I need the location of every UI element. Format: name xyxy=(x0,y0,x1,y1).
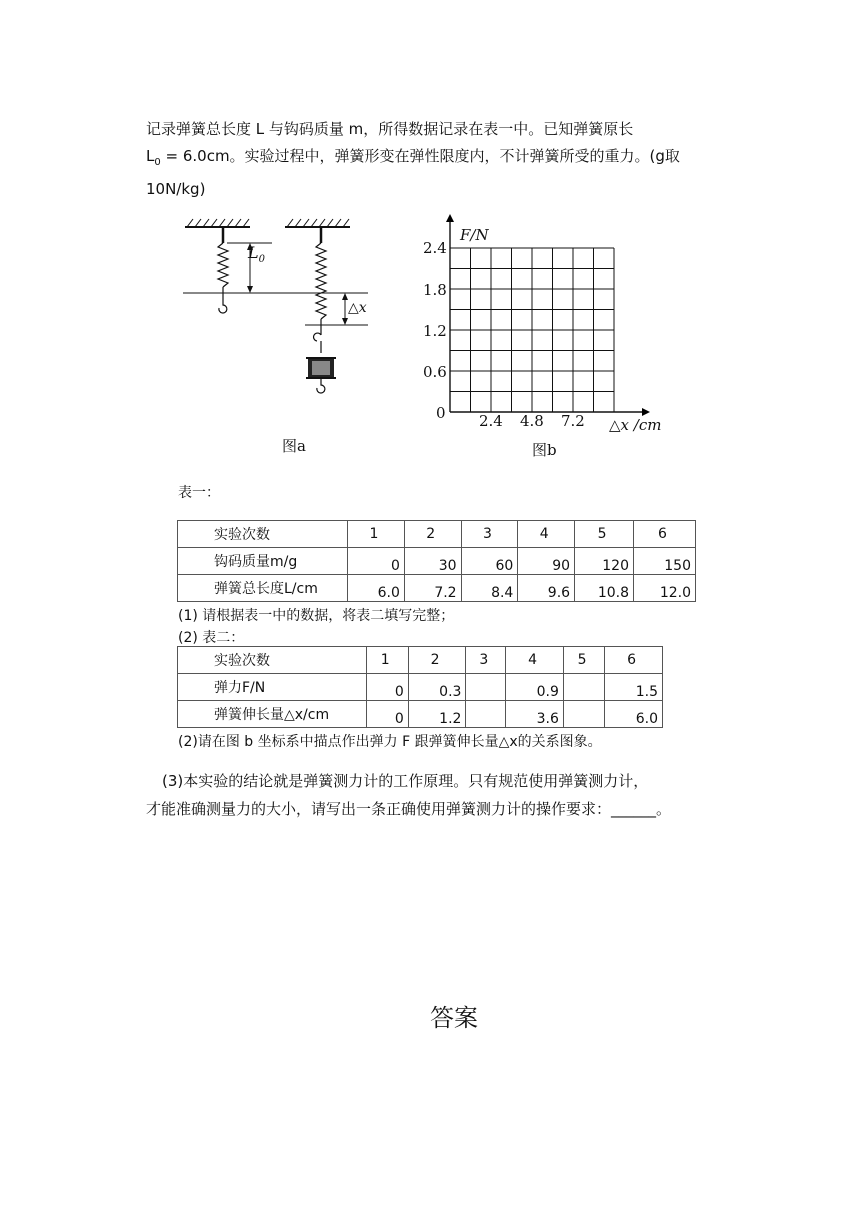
table1-title: 表一： xyxy=(178,485,220,501)
symbol-L: L xyxy=(146,147,155,165)
answer-heading: 答案 xyxy=(430,1004,478,1032)
table-cell: 0 xyxy=(366,674,408,701)
y-tick-1-8: 1.8 xyxy=(423,281,447,299)
question-1: (1) 请根据表一中的数据，将表二填写完整； xyxy=(178,608,455,624)
table-cell xyxy=(563,674,604,701)
table-cell: 1.5 xyxy=(605,674,663,701)
table-cell: 5 xyxy=(575,521,634,548)
intro-line-3: 10N/kg) xyxy=(146,180,206,198)
table-row xyxy=(178,521,696,548)
row-label: 弹簧伸长量△x/cm xyxy=(178,701,367,728)
intro-line-1: 记录弹簧总长度 L 与钩码质量 m，所得数据记录在表一中。已知弹簧原长 xyxy=(146,120,634,138)
spring-left xyxy=(218,243,228,287)
table-cell: 6 xyxy=(605,647,663,674)
table-cell: 3 xyxy=(461,521,518,548)
table-cell: 8.4 xyxy=(461,575,518,602)
table-row xyxy=(178,575,696,602)
row-label: 实验次数 xyxy=(178,521,348,548)
subscript-0: 0 xyxy=(154,157,161,168)
table-cell: 6 xyxy=(633,521,695,548)
table-cell: 7.2 xyxy=(404,575,461,602)
y-axis-label: F/N xyxy=(460,226,489,244)
table-cell: 60 xyxy=(461,548,518,575)
table-cell: 3 xyxy=(466,647,506,674)
hook-left xyxy=(219,299,227,313)
table-row xyxy=(178,701,663,728)
figure-a-caption: 图a xyxy=(282,437,306,455)
table-cell: 90 xyxy=(518,548,575,575)
intro-paragraph xyxy=(146,116,726,203)
table-cell: 12.0 xyxy=(633,575,695,602)
table-cell xyxy=(466,701,506,728)
ceiling-hatching xyxy=(187,219,349,227)
row-label: 弹簧总长度L/cm xyxy=(178,575,348,602)
table-cell: 30 xyxy=(404,548,461,575)
table-row xyxy=(178,647,663,674)
table-1 xyxy=(177,520,696,602)
hook-right-bottom xyxy=(317,378,325,393)
figure-b-grid xyxy=(410,212,670,437)
question-3-cont xyxy=(146,796,736,823)
intro-line-2-text: = 6.0cm。实验过程中，弹簧形变在弹性限度内，不计弹簧所受的重力。(g取 xyxy=(160,147,680,165)
figure-b-caption: 图b xyxy=(532,441,557,459)
label-L0: $L_0$ xyxy=(248,243,265,266)
hook-right-top xyxy=(314,333,321,353)
table-cell: 0.3 xyxy=(408,674,466,701)
table-cell: 150 xyxy=(633,548,695,575)
y-axis-arrow xyxy=(446,214,454,222)
table-cell: 3.6 xyxy=(506,701,564,728)
table-cell: 0 xyxy=(348,548,405,575)
x-tick-2-4: 2.4 xyxy=(479,412,503,430)
x-tick-7-2: 7.2 xyxy=(561,412,585,430)
label-dx: △x xyxy=(348,300,367,316)
table-cell: 2 xyxy=(404,521,461,548)
y-tick-1-2: 1.2 xyxy=(423,322,447,340)
row-label: 弹力F/N xyxy=(178,674,367,701)
table-cell: 2 xyxy=(408,647,466,674)
question-3-line-2: 才能准确测量力的大小，请写出一条正确使用弹簧测力计的操作要求：______。 xyxy=(146,800,672,818)
table-cell xyxy=(563,701,604,728)
figure-a-springs xyxy=(175,215,375,460)
x-tick-4-8: 4.8 xyxy=(520,412,544,430)
table-cell: 1 xyxy=(366,647,408,674)
row-label: 实验次数 xyxy=(178,647,367,674)
table-cell: 0 xyxy=(366,701,408,728)
x-axis-label: △x /cm xyxy=(609,416,662,434)
table-cell xyxy=(466,674,506,701)
question-3-line-1: (3)本实验的结论就是弹簧测力计的工作原理。只有规范使用弹簧测力计， xyxy=(162,772,649,790)
table-cell: 4 xyxy=(506,647,564,674)
question-2: (2)请在图 b 坐标系中描点作出弹力 F 跟弹簧伸长量△x的关系图象。 xyxy=(178,734,602,750)
table-cell: 120 xyxy=(575,548,634,575)
y-tick-2-4: 2.4 xyxy=(423,239,447,257)
table-row xyxy=(178,548,696,575)
table-cell: 4 xyxy=(518,521,575,548)
table-cell: 6.0 xyxy=(605,701,663,728)
table-cell: 10.8 xyxy=(575,575,634,602)
row-label: 钩码质量m/g xyxy=(178,548,348,575)
y-tick-0: 0 xyxy=(436,404,446,422)
table-cell: 1.2 xyxy=(408,701,466,728)
table2-title: (2) 表二： xyxy=(178,630,245,646)
table-cell: 6.0 xyxy=(348,575,405,602)
table-row xyxy=(178,674,663,701)
table-cell: 0.9 xyxy=(506,674,564,701)
table-cell: 1 xyxy=(348,521,405,548)
spring-right xyxy=(316,243,326,319)
question-3 xyxy=(162,768,732,795)
x-axis-arrow xyxy=(642,408,650,416)
table-cell: 9.6 xyxy=(518,575,575,602)
intro-line-2 xyxy=(146,143,726,176)
table-cell: 5 xyxy=(563,647,604,674)
y-tick-0-6: 0.6 xyxy=(423,363,447,381)
table-2 xyxy=(177,646,663,728)
